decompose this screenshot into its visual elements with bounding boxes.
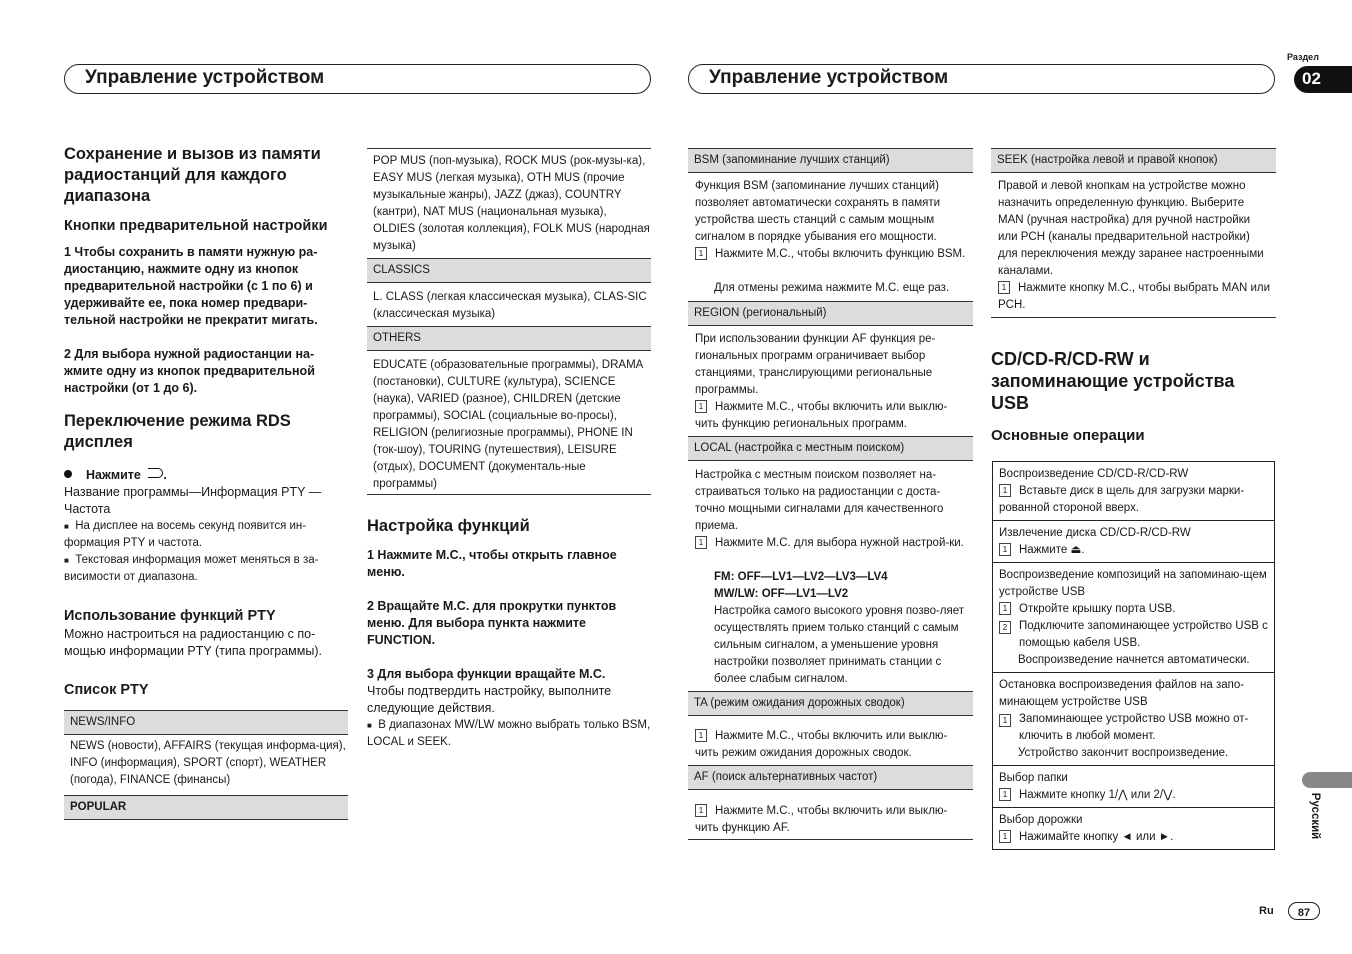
settings-note: ■ В диапазонах MW/LW можно выбрать только BSM, LOCAL и SEEK. [367,719,651,748]
op-step: Запоминающее устройство USB можно от-ключить в любой момент. [1019,713,1249,742]
seek-step: 1 Нажмите кнопку M.C., чтобы выбрать MAN или PCH. [998,282,1271,311]
op-select-track: Выбор дорожки 1 Нажимайте кнопку ◄ или ►. [993,808,1274,849]
back-icon [148,468,163,478]
op-step: Вставьте диск в щель для загрузки марки-рованной стороной вверх. [999,485,1245,514]
bar-local: LOCAL (настройка с местным поиском) [688,436,973,461]
preset-step-2: 2 Для выбора нужной радиостанции на-жмите одну из кнопок предварительной настройки (от 1 до 6). [64,347,315,395]
page-title-right: Управление устройством [709,67,949,88]
section-label: Раздел [1287,52,1319,62]
section-number-badge [1294,66,1352,93]
bar-popular: POPULAR [64,795,348,820]
classics-text: L. CLASS (легкая классическая музыка), CLAS-SIC (классическая музыка) [373,291,647,320]
local-step: 1 Нажмите M.C. для выбора нужной настрой-ки. [695,535,969,552]
local-mw: MW/LW: OFF—LV1—LV2 [714,588,849,600]
local-text: Настройка с местным поиском позволяет на-страиваться только на радиостанции с доста-точно мощными сигналами для качественного приема. [695,469,944,532]
pty-table-2 [367,148,651,498]
page-number-pill [1288,902,1320,920]
rds-note-1: ■ На дисплее на восемь секунд появится ин-формация PTY и частота. [64,520,307,549]
af-step: 1 Нажмите M.C., чтобы включить или выклю-чить функцию AF. [695,805,948,834]
heading-settings: Настройка функций [367,517,530,535]
op-step: Откройте крышку порта USB. [1019,603,1176,615]
news-text: NEWS (новости), AFFAIRS (текущая информа-ция), INFO (информация), SPORT (спорт), WEATHER (погода), FINANCE (финансы) [70,740,346,786]
bar-classics: CLASSICS [367,258,651,283]
page-title-left: Управление устройством [85,67,325,88]
bsm-step: 1 Нажмите M.C., чтобы включить функцию BSM. [695,246,969,263]
side-language-label: Русский [1309,792,1321,840]
settings-step-3-text: Чтобы подтвердить настройку, выполните следующие действия. [367,684,612,715]
op-stop-usb: Остановка воспроизведения файлов на запо-минающем устройстве USB 1 Запоминающее устройство USB можно от-ключить в любой момент. Устройство закончит воспроизведение. [993,673,1274,766]
heading-pty-use: Использование функций PTY [64,608,276,624]
local-fm: FM: OFF—LV1—LV2—LV3—LV4 [714,571,888,583]
local-note: Настройка самого высокого уровня позво-ляет осуществлять прием только станций с самым сильным сигналом, а уменьшение уровня настройки позволяет принимать станции с более слабым сигналом. [714,605,965,685]
op-title: Извлечение диска CD/CD-R/CD-RW [999,527,1191,539]
heading-basic: Основные операции [991,427,1145,444]
press-label: Нажмите [86,468,141,482]
others-text: EDUCATE (образовательные программы), DRAMA (постановки), CULTURE (культура), SCIENCE (наука), VARIED (разное), CHILDREN (детские программы), SOCIAL (социальные во-просы), RELIGION (религиозные программы), PHONE IN (ток-шоу), TOURING (путешествия), LEISURE (отдых), DOCUMENT (документаль-ные программы) [373,359,643,490]
function-table-1 [688,148,973,843]
cd-section [991,348,1276,444]
bar-af: AF (поиск альтернативных частот) [688,765,973,790]
heading-preset: Сохранение и вызов из памяти радиостанций для каждого диапазона [64,145,321,205]
function-table-2 [991,148,1276,320]
op-title: Выбор папки [999,772,1068,784]
op-play-usb: Воспроизведение композиций на запоминаю-щем устройстве USB 1 Откройте крышку порта USB. 2 Подключите запоминающее устройство USB с помощью кабеля USB. Воспроизведение начнется автоматически. [993,563,1274,673]
settings-step-1: 1 Нажмите M.C., чтобы открыть главное меню. [367,548,617,579]
op-select-folder: Выбор папки 1 Нажмите кнопку 1/⋀ или 2/⋁. [993,766,1274,808]
bullet-icon [64,470,72,478]
op-title: Воспроизведение композиций на запоминаю-щем устройстве USB [999,569,1267,598]
ta-step: 1 Нажмите M.C., чтобы включить или выклю-чить режим ожидания дорожных сводок. [695,730,948,759]
column-1 [64,144,348,698]
settings-section [367,516,651,751]
bar-ta: TA (режим ожидания дорожных сводок) [688,691,973,716]
settings-step-3: 3 Для выбора функции вращайте M.C. [367,667,606,681]
rds-sequence: Название программы—Информация PTY —Частота [64,485,322,516]
bar-others: OTHERS [367,326,651,351]
op-title: Выбор дорожки [999,814,1083,826]
heading-preset-buttons: Кнопки предварительной настройки [64,218,328,234]
heading-cd: CD/CD-R/CD-RW и запоминающие устройства USB [991,349,1235,413]
rds-note-2: ■ Текстовая информация может меняться в за-висимости от диапазона. [64,554,319,583]
op-extra: Воспроизведение начнется автоматически. [1018,654,1250,666]
bar-region: REGION (региональный) [688,301,973,326]
footer-lang-code: Ru [1259,905,1274,917]
op-step: Нажимайте кнопку ◄ или ►. [1019,831,1174,843]
op-step: Нажмите ⏏. [1019,544,1085,556]
header-right [688,64,1275,94]
bar-bsm: BSM (запоминание лучших станций) [688,148,973,173]
header-left [64,64,651,94]
op-step: Нажмите кнопку 1/⋀ или 2/⋁. [1019,789,1176,801]
region-step: 1 Нажмите M.C., чтобы включить или выклю-чить функцию региональных программ. [695,401,948,430]
rds-press: Нажмите . [64,467,348,484]
bsm-cancel: Для отмены режима нажмите M.C. еще раз. [714,282,950,294]
heading-rds: Переключение режима RDS дисплея [64,412,291,451]
bsm-text: Функция BSM (запоминание лучших станций) позволяет автоматически сохранять в памяти устройства шесть станций с самым мощным сигналом в порядке убывания его мощности. [695,180,941,243]
op-title: Остановка воспроизведения файлов на запо-минающем устройстве USB [999,679,1245,708]
popular-text: POP MUS (поп-музыка), ROCK MUS (рок-музы-ка), EASY MUS (легкая музыка), OTH MUS (прочие музыкальные жанры), JAZZ (джаз), COUNTRY (кантри), NAT MUS (национальная музыка), OLDIES (золотая коллекция), FOLK MUS (народная музыка) [373,155,650,252]
page-number: 87 [1297,907,1311,919]
preset-step-1: 1 Чтобы сохранить в памяти нужную ра-диостанцию, нажмите одну из кнопок предварительной настройки (с 1 по 6) и удерживайте ее, пока номер предвари-тельной настройки не прекратит мигать. [64,245,318,327]
seek-text: Правой и левой кнопкам на устройстве можно назначить определенную функцию. Выберите MAN (ручная настройка) для ручной настройки или PCH (каналы предварительной настройки) для переключения между заранее настроенными каналами. [998,180,1264,277]
op-play-cd: Воспроизведение CD/CD-R/CD-RW 1 Вставьте диск в щель для загрузки марки-рованной стороной вверх. [993,462,1274,521]
bar-seek: SEEK (настройка левой и правой кнопок) [991,148,1276,173]
settings-step-2: 2 Вращайте M.C. для прокрутки пунктов меню. Для выбора пункта нажмите FUNCTION. [367,599,617,647]
heading-pty-list: Список PTY [64,682,149,698]
op-extra: Устройство закончит воспроизведение. [1018,747,1229,759]
bar-news: NEWS/INFO [64,710,348,735]
operations-table [992,461,1275,850]
region-text: При использовании функции AF функция ре-гиональных программ ограничивает выбор станциями, транслирующими региональные программы. [695,333,936,396]
pty-table-1 [64,710,348,825]
op-step: Подключите запоминающее устройство USB с помощью кабеля USB. [1019,620,1268,649]
section-number: 02 [1302,69,1321,88]
pty-use-text: Можно настроиться на радиостанцию с по-мощью информации PTY (типа программы). [64,627,322,658]
op-title: Воспроизведение CD/CD-R/CD-RW [999,468,1189,480]
op-eject-cd: Извлечение диска CD/CD-R/CD-RW 1 Нажмите ⏏. [993,521,1274,563]
